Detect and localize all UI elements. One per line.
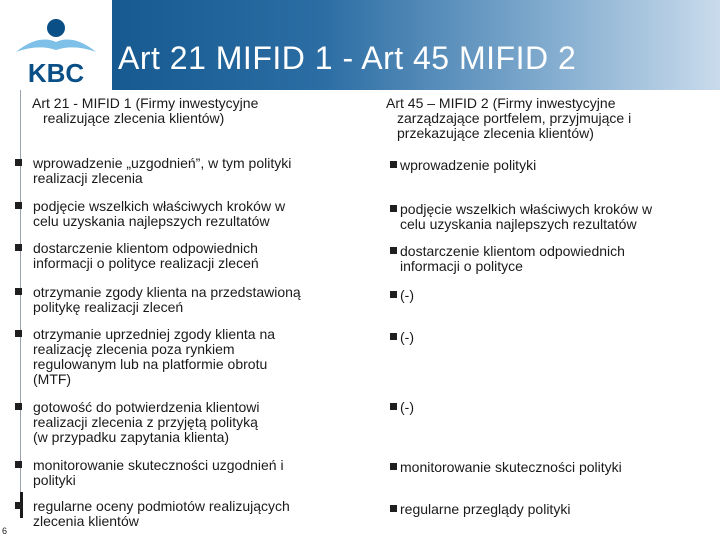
list-item-line: realizacji zlecenia (33, 170, 143, 186)
left-column (32, 95, 362, 529)
list-item-line: celu uzyskania najlepszych rezultatów (33, 213, 270, 229)
bullet-icon (390, 291, 397, 298)
right-column-heading: Art 45 – MIFID 2 (Firmy inwestycyjne zarządzające portfelem, przyjmujące i przekazujące zlecenia klientów) (386, 95, 632, 141)
list-item-line: regulowanym lub na platformie obrotu (33, 356, 268, 372)
bullet-icon (390, 205, 397, 212)
bullet-icon (390, 505, 397, 512)
right-list-item (386, 400, 414, 415)
right-list-item (386, 158, 536, 173)
left-list-item-text (33, 199, 285, 229)
right-list-item (386, 244, 625, 274)
list-item-line: dostarczenie klientom odpowiednich (400, 243, 625, 259)
kbc-logo-icon (8, 8, 104, 92)
right-list-item (386, 202, 652, 232)
right-list-item-text (400, 288, 414, 303)
left-list-item (15, 458, 284, 488)
left-list-item (15, 199, 285, 229)
bullet-icon (15, 461, 22, 468)
list-item-line: celu uzyskania najlepszych rezultatów (400, 216, 637, 232)
page-title: Art 21 MIFID 1 - Art 45 MIFID 2 (118, 40, 577, 76)
bullet-icon (390, 247, 397, 254)
list-item-line: podjęcie wszelkich właściwych kroków w (33, 198, 286, 214)
list-item-line: (MTF) (33, 371, 72, 387)
list-item-line: otrzymanie uprzedniej zgody klienta na (33, 326, 276, 342)
bullet-icon (15, 502, 22, 509)
page-number: 6 (2, 526, 8, 536)
bullet-icon (15, 244, 22, 251)
list-item-line: regularne przeglądy polityki (400, 501, 571, 517)
list-item-line: informacji o polityce (400, 258, 523, 274)
left-list-item (15, 241, 259, 271)
list-item-line: politykę realizacji zleceń (33, 299, 184, 315)
left-list-item (15, 499, 290, 529)
left-list-item-text (33, 499, 290, 529)
right-list-item-text (400, 502, 570, 517)
left-list-item (15, 327, 275, 387)
bullet-icon (15, 159, 22, 166)
right-list-item-text (400, 158, 536, 173)
list-item-line: polityki (33, 472, 76, 488)
left-list-item-text (33, 241, 259, 271)
bullet-icon (390, 463, 397, 470)
left-list-item (15, 156, 291, 186)
right-list-item-text (400, 244, 625, 274)
bullet-icon (15, 202, 22, 209)
list-item-line: gotowość do potwierdzenia klientowi (33, 399, 260, 415)
list-item-line: regularne oceny podmiotów realizujących (33, 498, 290, 514)
logo-text: KBC (27, 58, 85, 88)
left-list-item-text (33, 285, 301, 315)
list-item-line: wprowadzenie „uzgodnień”, w tym polityki (33, 155, 292, 171)
bullet-icon (15, 288, 22, 295)
right-list-item (386, 502, 570, 517)
logo (0, 0, 112, 100)
list-item-line: monitorowanie skuteczności uzgodnień i (33, 457, 284, 473)
left-column-heading: Art 21 - MIFID 1 (Firmy inwestycyjne realizujące zlecenia klientów) (32, 95, 259, 126)
left-list-item-text (33, 458, 284, 488)
right-column (386, 95, 716, 517)
list-item-line: (-) (400, 399, 414, 415)
left-list-item-text (33, 156, 291, 186)
list-item-line: otrzymanie zgody klienta na przedstawioną (33, 284, 301, 300)
right-list-item-text (400, 460, 622, 475)
list-item-line: dostarczenie klientom odpowiednich (33, 240, 258, 256)
left-list-item (15, 285, 301, 315)
left-list-item (15, 400, 259, 445)
left-list-item-text (33, 400, 259, 445)
right-list-item (386, 330, 414, 345)
bullet-icon (15, 330, 22, 337)
right-list-item-text (400, 330, 414, 345)
list-item-line: monitorowanie skuteczności polityki (400, 459, 622, 475)
list-item-line: (-) (400, 287, 414, 303)
list-item-line: wprowadzenie polityki (400, 157, 537, 173)
list-item-line: informacji o polityce realizacji zleceń (33, 255, 259, 271)
list-item-line: realizację zlecenia poza rynkiem (33, 341, 235, 357)
left-list-item-text (33, 327, 275, 387)
right-list-item (386, 460, 622, 475)
bullet-icon (390, 161, 397, 168)
right-list-item (386, 288, 414, 303)
list-item-line: podjęcie wszelkich właściwych kroków w (400, 201, 653, 217)
bullet-icon (390, 333, 397, 340)
right-list-item-text (400, 400, 414, 415)
list-item-line: (w przypadku zapytania klienta) (33, 429, 230, 445)
list-item-line: realizacji zlecenia z przyjętą polityką (33, 414, 258, 430)
list-item-line: (-) (400, 329, 414, 345)
bullet-icon (390, 403, 397, 410)
list-item-line: zlecenia klientów (33, 513, 139, 529)
right-list-item-text (400, 202, 652, 232)
bullet-icon (15, 403, 22, 410)
